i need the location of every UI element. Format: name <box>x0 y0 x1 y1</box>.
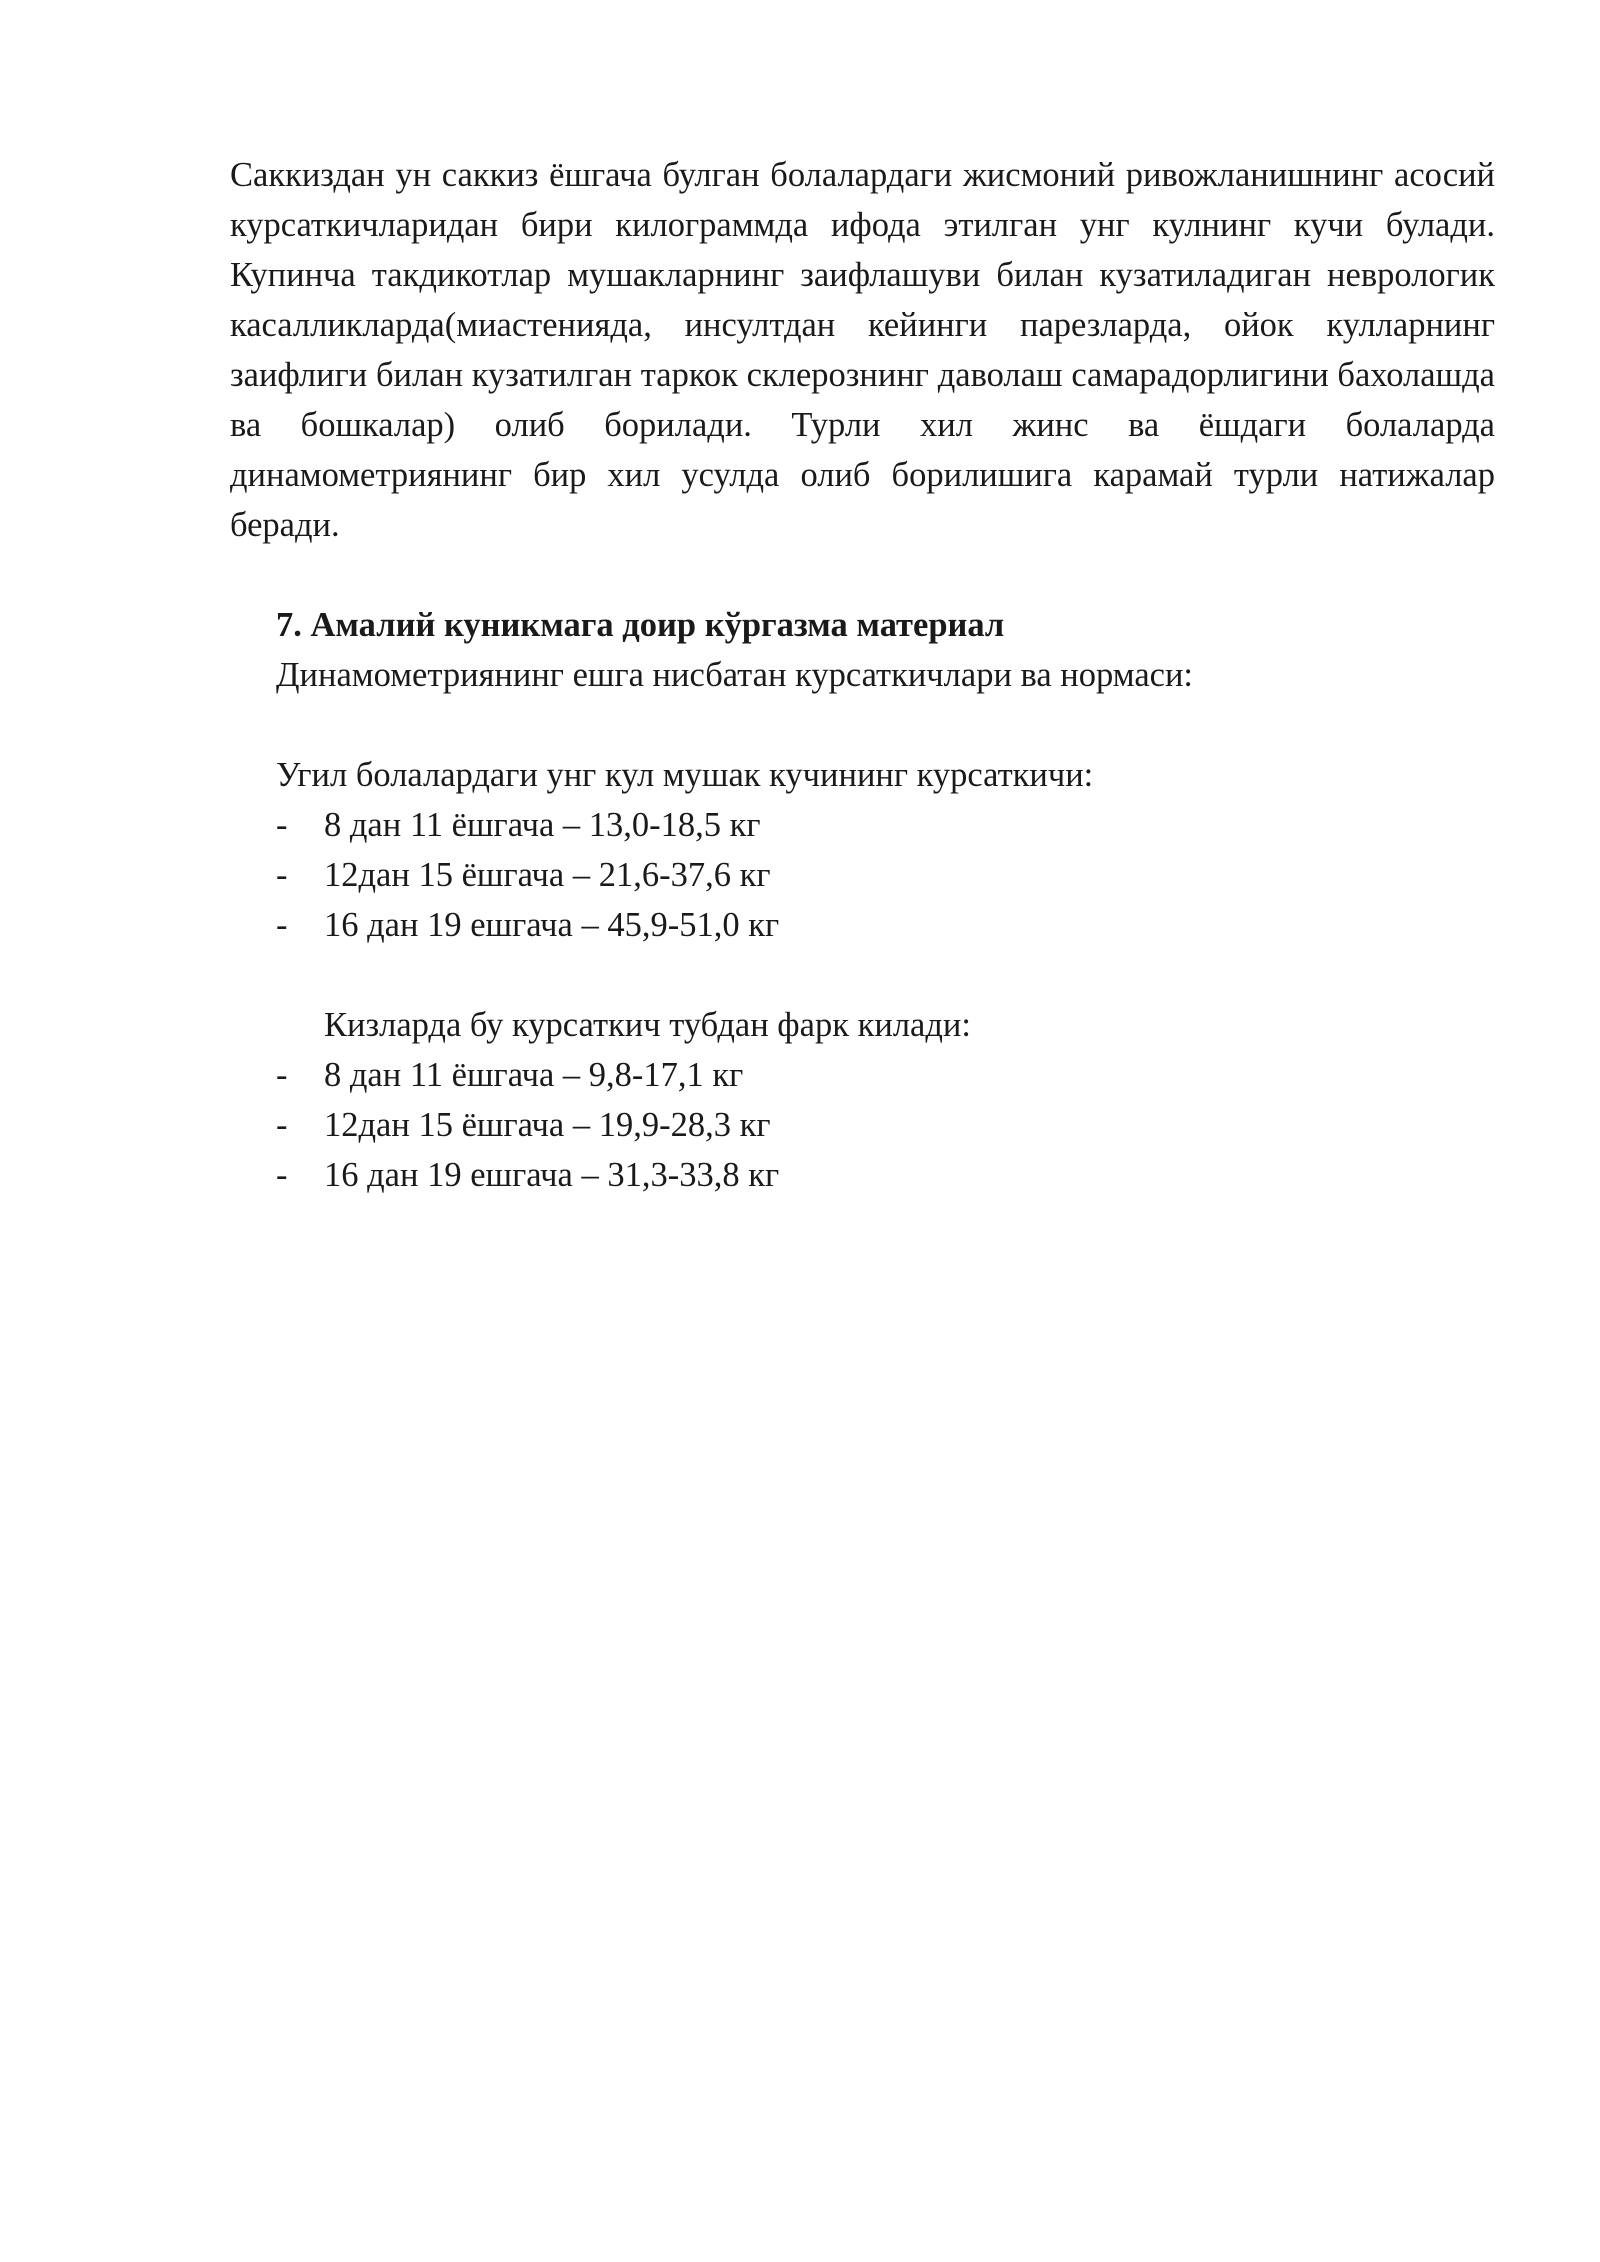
list-item <box>276 900 779 950</box>
list-item <box>276 850 779 900</box>
boys-norm-list <box>276 800 779 950</box>
list-dash: - <box>276 906 288 944</box>
list-item <box>276 1050 779 1100</box>
list-item <box>276 800 779 850</box>
list-item-text: 16 дан 19 ешгача – 31,3-33,8 кг <box>324 1156 780 1194</box>
section-subtitle: Динамометриянинг ешга нисбатан курсаткичлари ва нормаси: <box>276 656 1194 694</box>
intro-paragraph: Саккиздан ун саккиз ёшгача булган болалардаги жисмоний ривожланишнинг асосий курсаткичларидан бири килограммда ифода этилган унг кулнинг кучи булади. Купинча такдикотлар мушакларнинг заифлашуви билан кузатиладиган неврологик касалликларда(миастенияда, инсултдан кейинги парезларда, ойок кулларнинг заифлиги билан кузатилган таркок склерознинг даволаш самарадорлигини бахолашда ва бошкалар) олиб борилади. Турли хил жинс ва ёшдаги болаларда динамометриянинг бир хил усулда олиб борилишига карамай турли натижалар беради. <box>230 156 1495 544</box>
list-item-text: 12дан 15 ёшгача – 21,6-37,6 кг <box>324 856 771 894</box>
list-item <box>276 1150 779 1200</box>
list-dash: - <box>276 806 288 844</box>
list-item-text: 16 дан 19 ешгача – 45,9-51,0 кг <box>324 906 780 944</box>
list-dash: - <box>276 1106 288 1144</box>
list-item-text: 8 дан 11 ёшгача – 9,8-17,1 кг <box>324 1056 744 1094</box>
girls-norm-list <box>276 1050 779 1200</box>
list-item-text: 12дан 15 ёшгача – 19,9-28,3 кг <box>324 1106 771 1144</box>
boys-intro: Угил болалардаги унг кул мушак кучининг курсаткичи: <box>276 756 1094 794</box>
list-item-text: 8 дан 11 ёшгача – 13,0-18,5 кг <box>324 806 761 844</box>
section-heading: 7. Амалий куникмага доир кўргазма материал <box>276 606 1005 644</box>
list-dash: - <box>276 856 288 894</box>
girls-intro: Кизларда бу курсаткич тубдан фарк килади: <box>324 1006 971 1044</box>
list-dash: - <box>276 1156 288 1194</box>
list-item <box>276 1100 779 1150</box>
list-dash: - <box>276 1056 288 1094</box>
